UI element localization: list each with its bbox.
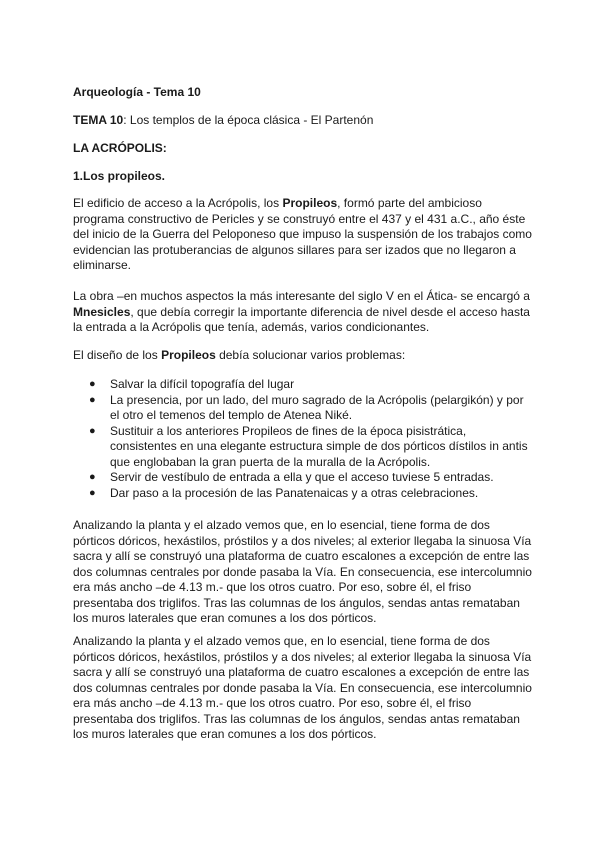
paragraph-mnesicles xyxy=(73,289,533,336)
bold-term: Propileos xyxy=(161,348,216,362)
course-title: Arqueología - Tema 10 xyxy=(73,85,201,99)
bullet-icon: ● xyxy=(89,424,96,437)
paragraph-text: , formó parte del ambicioso programa constructivo de Pericles y se construyó entre el 437 y el 431 a.C., año éste del inicio de la Guerra del Peloponeso que impuso la suspensión de los trabajos como evidencian las protuberancias de algunos sillares para ser izados que no llegaron a eliminarse. xyxy=(73,196,532,272)
paragraph-text: , que debía corregir la importante diferencia de nivel desde el acceso hasta la entrada a la Acrópolis que tenía, además, varios condicionantes. xyxy=(73,304,530,334)
list-item xyxy=(73,424,533,471)
topic-title xyxy=(73,112,373,128)
list-item-text: Servir de vestíbulo de entrada a ella y que el acceso tuviese 5 entradas. xyxy=(110,470,494,484)
topic-rest: : Los templos de la época clásica - El Partenón xyxy=(123,113,374,127)
list-item-text: Sustituir a los anteriores Propileos de fines de la época pisistrática, consistentes en una elegante estructura simple de dos pórticos dístilos in antis que englobaban la gran puerta de la muralla de la Acrópolis. xyxy=(110,423,528,469)
paragraph-text: La obra –en muchos aspectos la más interesante del siglo V en el Ática- se encargó a xyxy=(73,289,530,303)
section-heading: LA ACRÓPOLIS: xyxy=(73,141,167,155)
bullet-icon: ● xyxy=(89,471,96,483)
paragraph-analysis: Analizando la planta y el alzado vemos que, en lo esencial, tiene forma de dos pórticos dóricos, hexástilos, próstilos y a dos niveles; al exterior llegaba la sinuosa Vía sacra y allí se construyó una plataforma de cuatro escalones a excepción de entre las dos columnas centrales por donde pasaba la Vía. En consecuencia, ese intercolumnio era más ancho –de 4.13 m.- que los otros cuatro. Por eso, sobre él, el friso presentaba dos triglifos. Tras las columnas de los ángulos, sendas antas remataban los muros laterales que eran comunes a los dos pórticos. xyxy=(73,518,532,625)
paragraph-analysis-repeat: Analizando la planta y el alzado vemos que, en lo esencial, tiene forma de dos pórticos dóricos, hexástilos, próstilos y a dos niveles; al exterior llegaba la sinuosa Vía sacra y allí se construyó una plataforma de cuatro escalones a excepción de entre las dos columnas centrales por donde pasaba la Vía. En consecuencia, ese intercolumnio era más ancho –de 4.13 m.- que los otros cuatro. Por eso, sobre él, el friso presentaba dos triglifos. Tras las columnas de los ángulos, sendas antas remataban los muros laterales que eran comunes a los dos pórticos. xyxy=(73,634,532,741)
list-item-text: La presencia, por un lado, del muro sagrado de la Acrópolis (pelargikón) y por el otro el temenos del templo de Atenea Niké. xyxy=(110,392,524,422)
paragraph-text: debía solucionar varios problemas: xyxy=(215,348,406,362)
bullet-icon: ● xyxy=(89,378,96,390)
topic-prefix: TEMA 10 xyxy=(73,113,124,127)
paragraph-design-problems xyxy=(73,348,533,364)
problems-list xyxy=(73,377,533,501)
bold-term: Propileos xyxy=(282,196,338,210)
subsection-heading: 1.Los propileos. xyxy=(73,169,166,183)
paragraph-propileos-intro xyxy=(73,196,533,274)
paragraph-text: El diseño de los xyxy=(73,348,162,362)
list-item-text: Salvar la difícil topografía del lugar xyxy=(110,377,295,391)
bold-term: Mnesicles xyxy=(73,304,131,319)
list-item xyxy=(73,393,533,424)
list-item xyxy=(73,470,533,486)
list-item xyxy=(73,486,533,502)
bullet-icon: ● xyxy=(89,486,96,499)
bullet-icon: ● xyxy=(89,393,96,406)
paragraph-text: El edificio de acceso a la Acrópolis, los xyxy=(73,196,283,210)
list-item xyxy=(73,377,533,393)
list-item-text: Dar paso a la procesión de las Panatenaicas y a otras celebraciones. xyxy=(110,485,479,500)
